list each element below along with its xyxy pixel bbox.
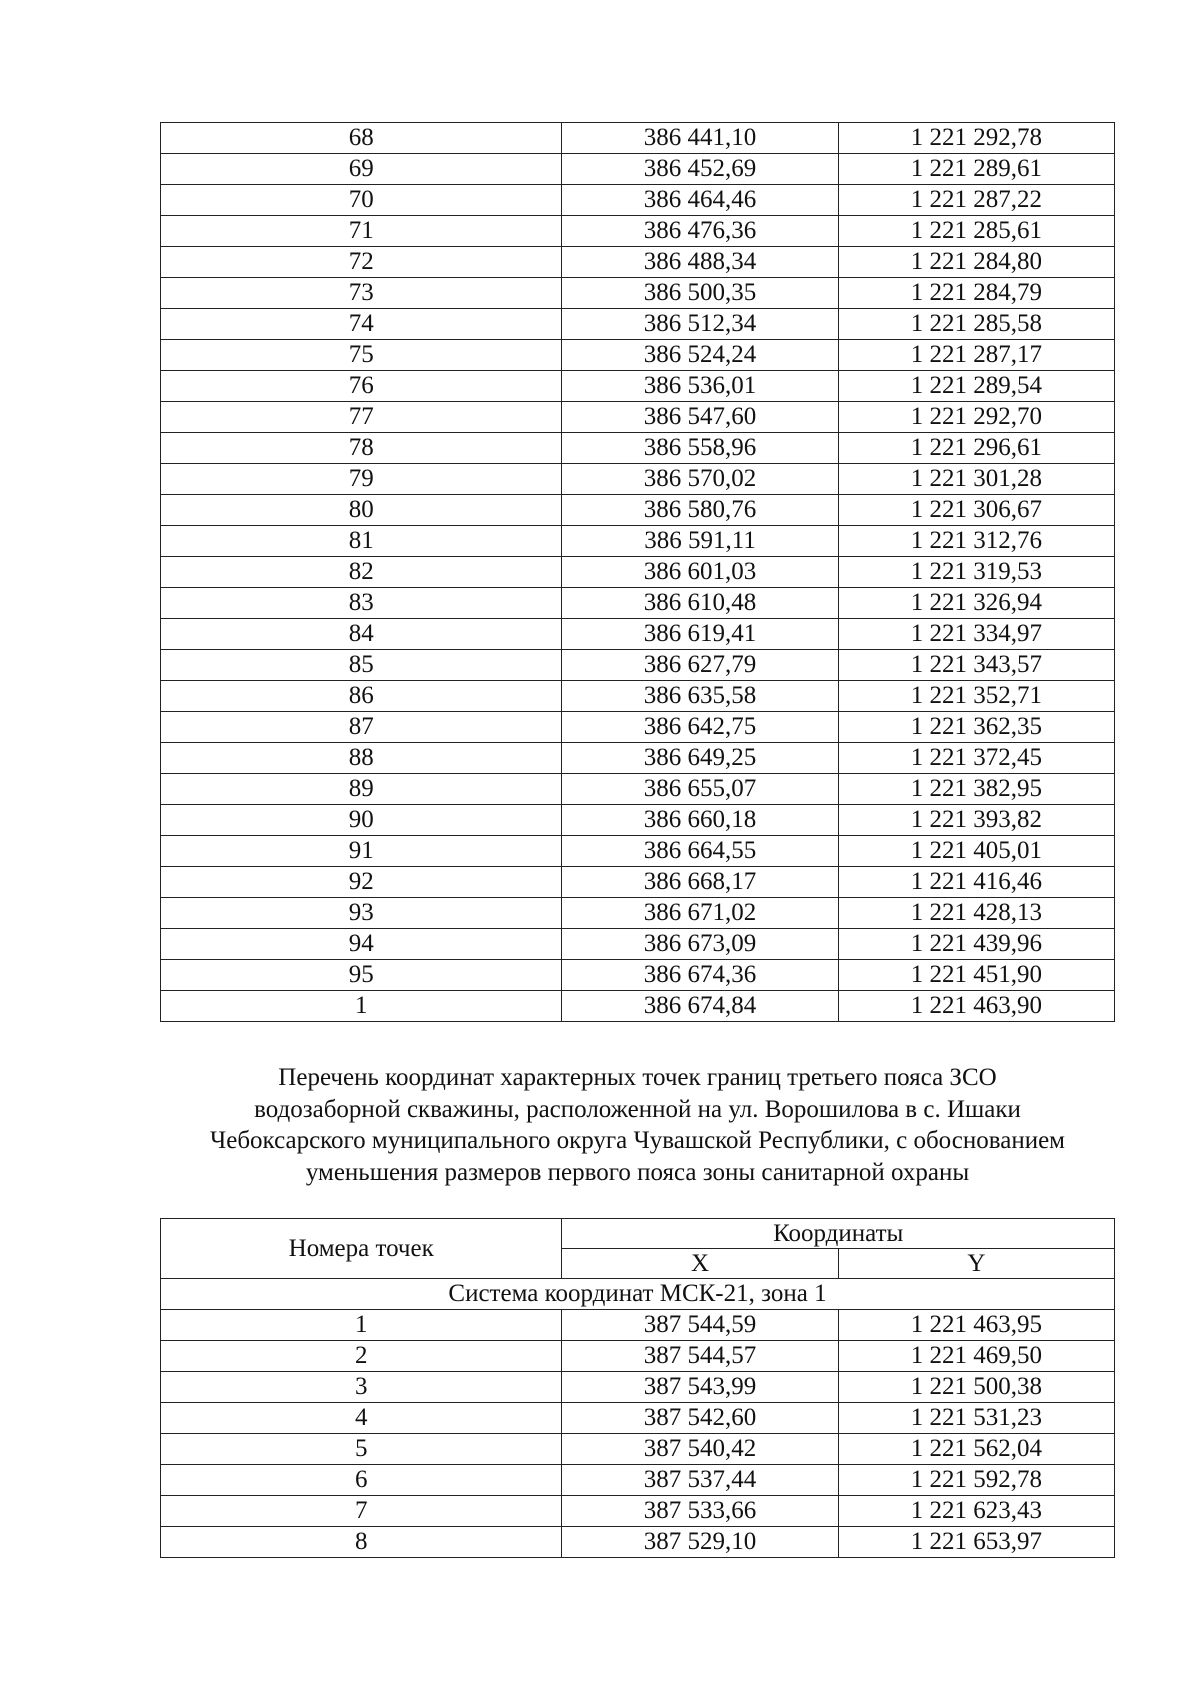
table-row	[161, 991, 1115, 1022]
x-coordinate-cell: 386 619,41	[562, 619, 838, 650]
y-coordinate-cell: 1 221 289,61	[838, 154, 1114, 185]
x-coordinate-cell: 386 558,96	[562, 433, 838, 464]
y-header: Y	[838, 1249, 1114, 1279]
x-coordinate-cell: 386 524,24	[562, 340, 838, 371]
point-number-cell: 83	[161, 588, 562, 619]
table-row	[161, 495, 1115, 526]
point-number-cell: 78	[161, 433, 562, 464]
point-number-cell: 5	[161, 1434, 562, 1465]
point-number-cell: 73	[161, 278, 562, 309]
point-number-cell: 79	[161, 464, 562, 495]
y-coordinate-cell: 1 221 562,04	[838, 1434, 1114, 1465]
coordinate-system-label: Система координат МСК-21, зона 1	[161, 1279, 1115, 1310]
y-coordinate-cell: 1 221 284,79	[838, 278, 1114, 309]
table-row	[161, 464, 1115, 495]
x-coordinate-cell: 386 476,36	[562, 216, 838, 247]
table-row	[161, 371, 1115, 402]
point-number-cell: 89	[161, 774, 562, 805]
y-coordinate-cell: 1 221 372,45	[838, 743, 1114, 774]
y-coordinate-cell: 1 221 623,43	[838, 1496, 1114, 1527]
coordinates-table-continued	[160, 122, 1115, 1022]
point-number-cell: 95	[161, 960, 562, 991]
table-row	[161, 402, 1115, 433]
point-number-cell: 71	[161, 216, 562, 247]
y-coordinate-cell: 1 221 287,22	[838, 185, 1114, 216]
x-coordinate-cell: 386 673,09	[562, 929, 838, 960]
point-number-cell: 8	[161, 1527, 562, 1558]
x-coordinate-cell: 386 512,34	[562, 309, 838, 340]
point-number-cell: 90	[161, 805, 562, 836]
y-coordinate-cell: 1 221 463,95	[838, 1310, 1114, 1341]
y-coordinate-cell: 1 221 362,35	[838, 712, 1114, 743]
table-row	[161, 588, 1115, 619]
y-coordinate-cell: 1 221 334,97	[838, 619, 1114, 650]
point-number-cell: 93	[161, 898, 562, 929]
table-header-row	[161, 1219, 1115, 1249]
x-header: X	[562, 1249, 838, 1279]
table-row	[161, 619, 1115, 650]
heading-line: уменьшения размеров первого пояса зоны санитарной охраны	[305, 1158, 970, 1186]
third-belt-coordinates-table	[160, 1218, 1115, 1558]
x-coordinate-cell: 387 533,66	[562, 1496, 838, 1527]
y-coordinate-cell: 1 221 416,46	[838, 867, 1114, 898]
heading-line: Чебоксарского муниципального округа Чувашской Республики, с обоснованием	[209, 1127, 1066, 1154]
table-row	[161, 960, 1115, 991]
point-number-cell: 88	[161, 743, 562, 774]
y-coordinate-cell: 1 221 469,50	[838, 1341, 1114, 1372]
point-number-cell: 3	[161, 1372, 562, 1403]
point-number-cell: 81	[161, 526, 562, 557]
point-number-cell: 87	[161, 712, 562, 743]
y-coordinate-cell: 1 221 312,76	[838, 526, 1114, 557]
table-row	[161, 1403, 1115, 1434]
table-row	[161, 867, 1115, 898]
table-row	[161, 681, 1115, 712]
point-number-cell: 84	[161, 619, 562, 650]
section-heading	[160, 1062, 1115, 1188]
table-row	[161, 836, 1115, 867]
x-coordinate-cell: 386 441,10	[562, 123, 838, 154]
y-coordinate-cell: 1 221 285,58	[838, 309, 1114, 340]
coordinates-header: Координаты	[562, 1219, 1115, 1249]
y-coordinate-cell: 1 221 439,96	[838, 929, 1114, 960]
y-coordinate-cell: 1 221 428,13	[838, 898, 1114, 929]
x-coordinate-cell: 386 601,03	[562, 557, 838, 588]
table-row	[161, 278, 1115, 309]
y-coordinate-cell: 1 221 292,78	[838, 123, 1114, 154]
y-coordinate-cell: 1 221 306,67	[838, 495, 1114, 526]
table-row	[161, 247, 1115, 278]
table-row	[161, 154, 1115, 185]
x-coordinate-cell: 386 591,11	[562, 526, 838, 557]
x-coordinate-cell: 386 627,79	[562, 650, 838, 681]
y-coordinate-cell: 1 221 296,61	[838, 433, 1114, 464]
x-coordinate-cell: 386 671,02	[562, 898, 838, 929]
x-coordinate-cell: 386 674,36	[562, 960, 838, 991]
point-number-cell: 7	[161, 1496, 562, 1527]
point-number-cell: 70	[161, 185, 562, 216]
point-number-cell: 72	[161, 247, 562, 278]
x-coordinate-cell: 387 544,59	[562, 1310, 838, 1341]
x-coordinate-cell: 386 452,69	[562, 154, 838, 185]
point-number-cell: 4	[161, 1403, 562, 1434]
point-number-cell: 69	[161, 154, 562, 185]
y-coordinate-cell: 1 221 405,01	[838, 836, 1114, 867]
y-coordinate-cell: 1 221 451,90	[838, 960, 1114, 991]
y-coordinate-cell: 1 221 653,97	[838, 1527, 1114, 1558]
table-row	[161, 123, 1115, 154]
table-row	[161, 712, 1115, 743]
y-coordinate-cell: 1 221 592,78	[838, 1465, 1114, 1496]
point-number-cell: 77	[161, 402, 562, 433]
point-number-cell: 2	[161, 1341, 562, 1372]
table-row	[161, 805, 1115, 836]
y-coordinate-cell: 1 221 343,57	[838, 650, 1114, 681]
x-coordinate-cell: 387 544,57	[562, 1341, 838, 1372]
y-coordinate-cell: 1 221 500,38	[838, 1372, 1114, 1403]
x-coordinate-cell: 386 536,01	[562, 371, 838, 402]
x-coordinate-cell: 387 542,60	[562, 1403, 838, 1434]
y-coordinate-cell: 1 221 289,54	[838, 371, 1114, 402]
heading-line: Перечень координат характерных точек границ третьего пояса ЗСО	[278, 1064, 997, 1091]
point-number-cell: 86	[161, 681, 562, 712]
table-row	[161, 1434, 1115, 1465]
table-row	[161, 1310, 1115, 1341]
y-coordinate-cell: 1 221 301,28	[838, 464, 1114, 495]
x-coordinate-cell: 386 464,46	[562, 185, 838, 216]
y-coordinate-cell: 1 221 287,17	[838, 340, 1114, 371]
point-number-cell: 94	[161, 929, 562, 960]
x-coordinate-cell: 387 540,42	[562, 1434, 838, 1465]
table-row	[161, 1372, 1115, 1403]
x-coordinate-cell: 386 635,58	[562, 681, 838, 712]
table-row	[161, 774, 1115, 805]
point-number-cell: 92	[161, 867, 562, 898]
y-coordinate-cell: 1 221 285,61	[838, 216, 1114, 247]
table-row	[161, 185, 1115, 216]
table-row	[161, 216, 1115, 247]
point-number-cell: 76	[161, 371, 562, 402]
y-coordinate-cell: 1 221 292,70	[838, 402, 1114, 433]
x-coordinate-cell: 386 655,07	[562, 774, 838, 805]
table-row	[161, 309, 1115, 340]
point-number-cell: 74	[161, 309, 562, 340]
table-row	[161, 526, 1115, 557]
y-coordinate-cell: 1 221 463,90	[838, 991, 1114, 1022]
table-row	[161, 1527, 1115, 1558]
x-coordinate-cell: 387 543,99	[562, 1372, 838, 1403]
y-coordinate-cell: 1 221 326,94	[838, 588, 1114, 619]
table-row	[161, 1341, 1115, 1372]
x-coordinate-cell: 386 610,48	[562, 588, 838, 619]
table-row	[161, 340, 1115, 371]
y-coordinate-cell: 1 221 352,71	[838, 681, 1114, 712]
table-row	[161, 650, 1115, 681]
points-header: Номера точек	[161, 1219, 562, 1279]
table-row	[161, 929, 1115, 960]
point-number-cell: 1	[161, 1310, 562, 1341]
table-row	[161, 1465, 1115, 1496]
x-coordinate-cell: 386 664,55	[562, 836, 838, 867]
table-row	[161, 433, 1115, 464]
x-coordinate-cell: 386 580,76	[562, 495, 838, 526]
x-coordinate-cell: 386 570,02	[562, 464, 838, 495]
table-row	[161, 898, 1115, 929]
point-number-cell: 80	[161, 495, 562, 526]
y-coordinate-cell: 1 221 393,82	[838, 805, 1114, 836]
y-coordinate-cell: 1 221 382,95	[838, 774, 1114, 805]
x-coordinate-cell: 386 668,17	[562, 867, 838, 898]
x-coordinate-cell: 386 674,84	[562, 991, 838, 1022]
y-coordinate-cell: 1 221 531,23	[838, 1403, 1114, 1434]
table-row	[161, 743, 1115, 774]
point-number-cell: 85	[161, 650, 562, 681]
coordinate-system-row	[161, 1279, 1115, 1310]
point-number-cell: 1	[161, 991, 562, 1022]
x-coordinate-cell: 386 660,18	[562, 805, 838, 836]
point-number-cell: 6	[161, 1465, 562, 1496]
x-coordinate-cell: 386 488,34	[562, 247, 838, 278]
x-coordinate-cell: 386 500,35	[562, 278, 838, 309]
table-row	[161, 1496, 1115, 1527]
table-row	[161, 557, 1115, 588]
y-coordinate-cell: 1 221 284,80	[838, 247, 1114, 278]
point-number-cell: 82	[161, 557, 562, 588]
x-coordinate-cell: 387 529,10	[562, 1527, 838, 1558]
point-number-cell: 68	[161, 123, 562, 154]
x-coordinate-cell: 386 649,25	[562, 743, 838, 774]
x-coordinate-cell: 386 547,60	[562, 402, 838, 433]
x-coordinate-cell: 386 642,75	[562, 712, 838, 743]
x-coordinate-cell: 387 537,44	[562, 1465, 838, 1496]
point-number-cell: 75	[161, 340, 562, 371]
point-number-cell: 91	[161, 836, 562, 867]
y-coordinate-cell: 1 221 319,53	[838, 557, 1114, 588]
heading-line: водозаборной скважины, расположенной на ул. Ворошилова в с. Ишаки	[254, 1095, 1021, 1123]
